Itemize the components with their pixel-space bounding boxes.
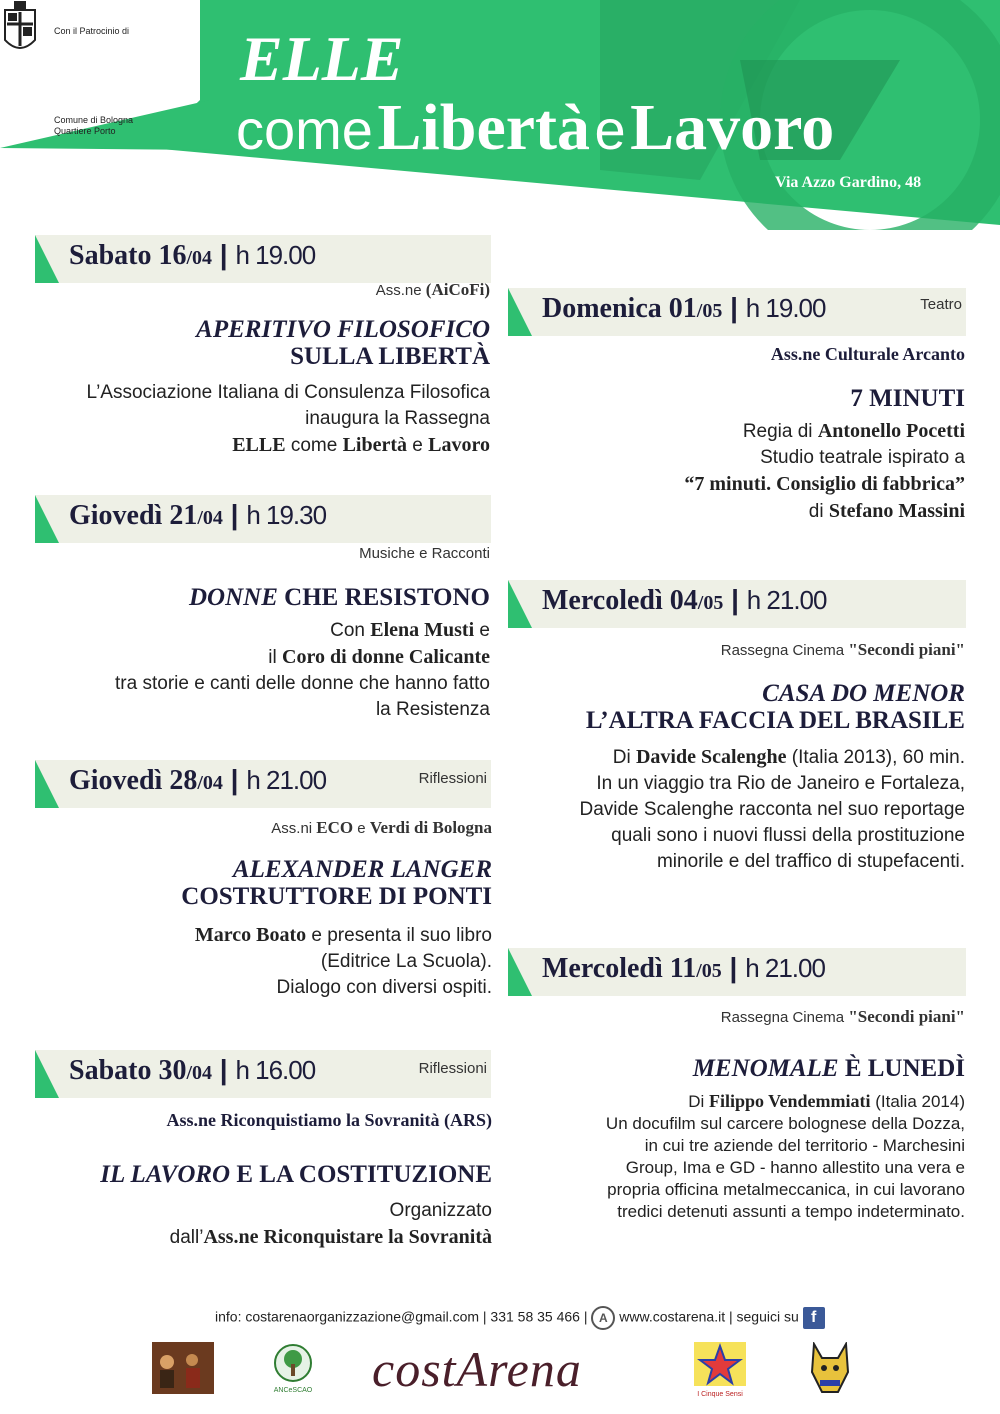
event-day: Mercoledì 04 [542, 585, 698, 616]
event-desc-line: propria officina metalmeccanica, in cui lavorano [607, 1180, 965, 1199]
event-month: /04 [197, 507, 223, 529]
event-desc-line: L’Associazione Italiana di Consulenza Filosofica [86, 382, 490, 403]
event-category: Riflessioni [418, 1060, 487, 1077]
event-desc-line: Regia di Antonello Pocetti [742, 420, 965, 442]
green-tab-icon [35, 235, 59, 283]
event-date [542, 952, 825, 985]
costarena-small-logo-icon: A [591, 1306, 615, 1330]
event-hour: h 19.00 [745, 293, 826, 323]
event-category: Riflessioni [418, 770, 487, 787]
event-month: /05 [696, 300, 723, 322]
event-organizer: Ass.ni ECO e Verdi di Bologna [271, 818, 492, 837]
date-bar-event-5 [508, 288, 966, 336]
event-desc-line: il Coro di donne Calicante [268, 646, 490, 668]
event-desc-line: Studio teatrale ispirato a [760, 447, 965, 468]
event-title: IL LAVORO E LA COSTITUZIONE [100, 1161, 492, 1188]
event-hour: h 21.00 [745, 953, 825, 983]
event-organizer: Ass.ne Culturale Arcanto [770, 344, 965, 364]
event-date [542, 584, 826, 617]
footer-info-text: info: costarenaorganizzazione@gmail.com | 331 58 35 466 | [215, 1308, 588, 1325]
green-tab-icon [35, 495, 59, 543]
separator: | [222, 764, 247, 795]
event-title: MENOMALE È LUNEDÌ [692, 1055, 965, 1082]
event-date [69, 764, 326, 797]
event-desc-line: (Editrice La Scuola). [320, 951, 492, 972]
anceschi-label: ANCeSCAO [273, 1387, 313, 1394]
event-desc-line: dall’Ass.ne Riconquistare la Sovranità [169, 1226, 492, 1248]
event-hour: h 19.00 [235, 240, 316, 270]
event-2-details [30, 545, 490, 723]
date-bar-event-1 [35, 235, 491, 283]
event-category: Teatro [920, 296, 962, 313]
venue-address: Via Azzo Gardino, 48 [775, 174, 922, 191]
title-lavoro: Lavoro [630, 91, 835, 164]
title-liberta: Libertà [377, 91, 591, 164]
separator: | [222, 499, 247, 530]
event-desc-line: Organizzato [389, 1200, 492, 1221]
star-logo-icon [694, 1342, 746, 1386]
event-day: Sabato 30 [69, 1055, 187, 1086]
event-desc-line: Un docufilm sul carcere bolognese della Dozza, [605, 1114, 965, 1133]
date-bar-event-4 [35, 1050, 491, 1098]
event-desc-line: in cui tre aziende del territorio - Marchesini [644, 1136, 965, 1155]
event-hour: h 21.00 [746, 585, 827, 615]
title-come: come [236, 98, 373, 161]
event-desc-line: Di Davide Scalenghe (Italia 2013), 60 min. [612, 746, 965, 768]
event-desc-line: tredici detenuti assunti a tempo indeterminato. [617, 1202, 965, 1221]
event-month: /04 [186, 1062, 213, 1084]
event-organizer: Rassegna Cinema "Secondi piani" [720, 640, 965, 659]
event-date [542, 292, 825, 325]
title-elle: ELLE [240, 23, 404, 94]
event-hour: h 19.30 [246, 500, 327, 530]
comune-line1: Comune di Bologna [54, 115, 134, 125]
event-6-details [505, 640, 965, 875]
bologna-crest-icon [0, 0, 40, 58]
event-desc-line: Con Elena Musti e [330, 619, 490, 641]
event-month: /04 [197, 772, 223, 794]
footer-contact [215, 1306, 825, 1330]
facebook-icon[interactable]: f [803, 1307, 825, 1329]
date-bar-event-6 [508, 580, 966, 628]
event-month: /04 [186, 247, 213, 269]
separator: | [212, 1054, 236, 1085]
event-organizer: Ass.ne Riconquistiamo la Sovranità (ARS) [166, 1110, 492, 1130]
event-title: 7 MINUTI [850, 385, 965, 412]
event-desc-line: di Stefano Massini [808, 500, 965, 522]
event-4-details [30, 1110, 492, 1251]
event-date [69, 499, 326, 532]
event-hour: h 16.00 [235, 1055, 316, 1085]
event-date [69, 1054, 315, 1087]
event-desc-line: Davide Scalenghe racconta nel suo reportage [579, 799, 965, 820]
event-day: Domenica 01 [542, 293, 697, 324]
event-title-rest: COSTRUTTORE DI PONTI [181, 883, 492, 910]
green-tab-icon [508, 948, 532, 996]
separator: | [212, 239, 236, 270]
patronage-label: Con il Patrocinio di [54, 26, 130, 36]
event-day: Giovedì 21 [69, 500, 198, 531]
event-month: /05 [696, 960, 722, 982]
footer-site-text[interactable]: www.costarena.it | seguici su [619, 1308, 799, 1325]
separator: | [721, 952, 746, 983]
anceschi-logo [270, 1344, 316, 1394]
cinque-sensi-label: I Cinque Sensi [697, 1391, 743, 1398]
event-desc-line: Di Filippo Vendemmiati (Italia 2014) [688, 1091, 965, 1111]
green-tab-icon [508, 580, 532, 628]
event-title-rest: L’ALTRA FACCIA DEL BRASILE [585, 707, 965, 734]
event-desc-line: Dialogo con diversi ospiti. [276, 977, 492, 998]
event-7-details [505, 1007, 965, 1223]
event-desc-line: “7 minuti. Consiglio di fabbrica” [684, 473, 965, 495]
event-desc-line: quali sono i nuovi flussi della prostituzione [611, 825, 965, 846]
event-desc-line: Marco Boato e presenta il suo libro [194, 924, 492, 946]
event-month: /05 [697, 592, 724, 614]
event-day: Mercoledì 11 [542, 953, 697, 984]
green-tab-icon [35, 1050, 59, 1098]
date-bar-event-7 [508, 948, 966, 996]
title-e: e [594, 98, 626, 161]
cinque-sensi-logo [694, 1342, 746, 1398]
event-desc-line: In un viaggio tra Rio de Janeiro e Fortaleza, [596, 773, 965, 794]
event-5-details [505, 344, 965, 525]
event-day: Sabato 16 [69, 240, 187, 271]
event-desc-line: Group, Ima e GD - hanno allestito una vera e [625, 1158, 965, 1177]
event-date [69, 239, 315, 272]
event-3-details [30, 818, 492, 1001]
separator: | [722, 292, 746, 323]
header-banner [0, 0, 1000, 230]
event-day: Giovedì 28 [69, 765, 198, 796]
date-bar-event-3 [35, 760, 491, 808]
green-tab-icon [508, 288, 532, 336]
event-desc-line: la Resistenza [375, 699, 490, 720]
event-desc-line: minorile e del traffico di stupefacenti. [656, 851, 965, 872]
event-organizer: Rassegna Cinema "Secondi piani" [720, 1007, 965, 1026]
event-desc-line: inaugura la Rassegna [305, 408, 490, 429]
event-hour: h 21.00 [246, 765, 327, 795]
cat-logo-icon [808, 1342, 852, 1396]
event-title: CASA DO MENOR [762, 680, 965, 707]
event-title-rest: SULLA LIBERTÀ [290, 343, 490, 370]
title-line2 [236, 90, 834, 166]
comune-label [54, 115, 133, 137]
event-desc-line: ELLE come Libertà e Lavoro [232, 434, 490, 456]
painting-logo-icon [152, 1342, 214, 1394]
event-title: APERITIVO FILOSOFICO [196, 316, 490, 343]
event-organizer: Ass.ne (AiCoFi) [375, 280, 490, 299]
date-bar-event-2 [35, 495, 491, 543]
comune-line2: Quartiere Porto [54, 126, 116, 136]
separator: | [723, 584, 747, 615]
costarena-logo: costArena [372, 1341, 582, 1397]
event-1-details [30, 280, 490, 459]
event-title: ALEXANDER LANGER [232, 856, 492, 883]
green-tab-icon [35, 760, 59, 808]
event-desc-line: tra storie e canti delle donne che hanno fatto [115, 673, 490, 694]
tree-logo-icon [273, 1344, 313, 1382]
event-title: DONNE CHE RESISTONO [188, 584, 490, 611]
event-category: Musiche e Racconti [359, 545, 490, 562]
